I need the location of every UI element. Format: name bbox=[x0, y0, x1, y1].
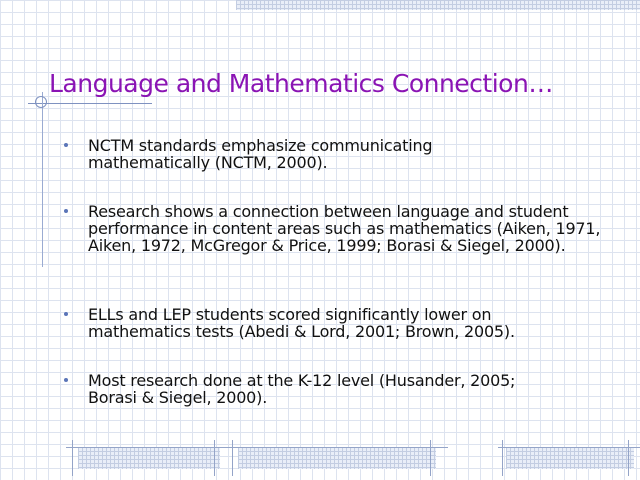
bullet-item bbox=[88, 372, 568, 406]
bullet-text: Research shows a connection between language and student performance in content areas such as mathematics (Aiken, 1971, Aiken, 1972, McGregor & Price, 1999; Borasi & Siegel, 2000). bbox=[88, 202, 601, 255]
top-grid-band bbox=[236, 0, 640, 10]
bullet-dot-icon bbox=[64, 312, 68, 316]
bottom-rule-center bbox=[226, 447, 448, 448]
bullet-text: ELLs and LEP students scored significantly lower on mathematics tests (Abedi & Lord, 2001; Brown, 2005). bbox=[88, 305, 515, 341]
slide-title: Language and Mathematics Connection… bbox=[49, 69, 553, 98]
bottom-rule-left bbox=[66, 447, 226, 448]
bottom-tick bbox=[214, 440, 215, 476]
bottom-grid-band-left bbox=[78, 447, 220, 469]
bullet-item bbox=[88, 203, 618, 254]
bottom-tick bbox=[502, 440, 503, 476]
bottom-rule-right bbox=[498, 447, 640, 448]
bullet-item bbox=[88, 137, 488, 171]
bottom-tick bbox=[430, 440, 431, 476]
title-vertical-rule bbox=[42, 92, 43, 267]
bullet-item bbox=[88, 306, 568, 340]
bottom-tick bbox=[72, 440, 73, 476]
bullet-dot-icon bbox=[64, 209, 68, 213]
bottom-tick bbox=[232, 440, 233, 476]
bottom-grid-band-right bbox=[506, 447, 634, 469]
bullet-text: NCTM standards emphasize communicating mathematically (NCTM, 2000). bbox=[88, 136, 433, 172]
title-circle-ornament bbox=[35, 96, 47, 108]
bullet-dot-icon bbox=[64, 143, 68, 147]
bottom-tick bbox=[628, 440, 629, 476]
bullet-dot-icon bbox=[64, 378, 68, 382]
bottom-grid-band-center bbox=[238, 447, 436, 469]
bullet-text: Most research done at the K-12 level (Husander, 2005; Borasi & Siegel, 2000). bbox=[88, 371, 516, 407]
